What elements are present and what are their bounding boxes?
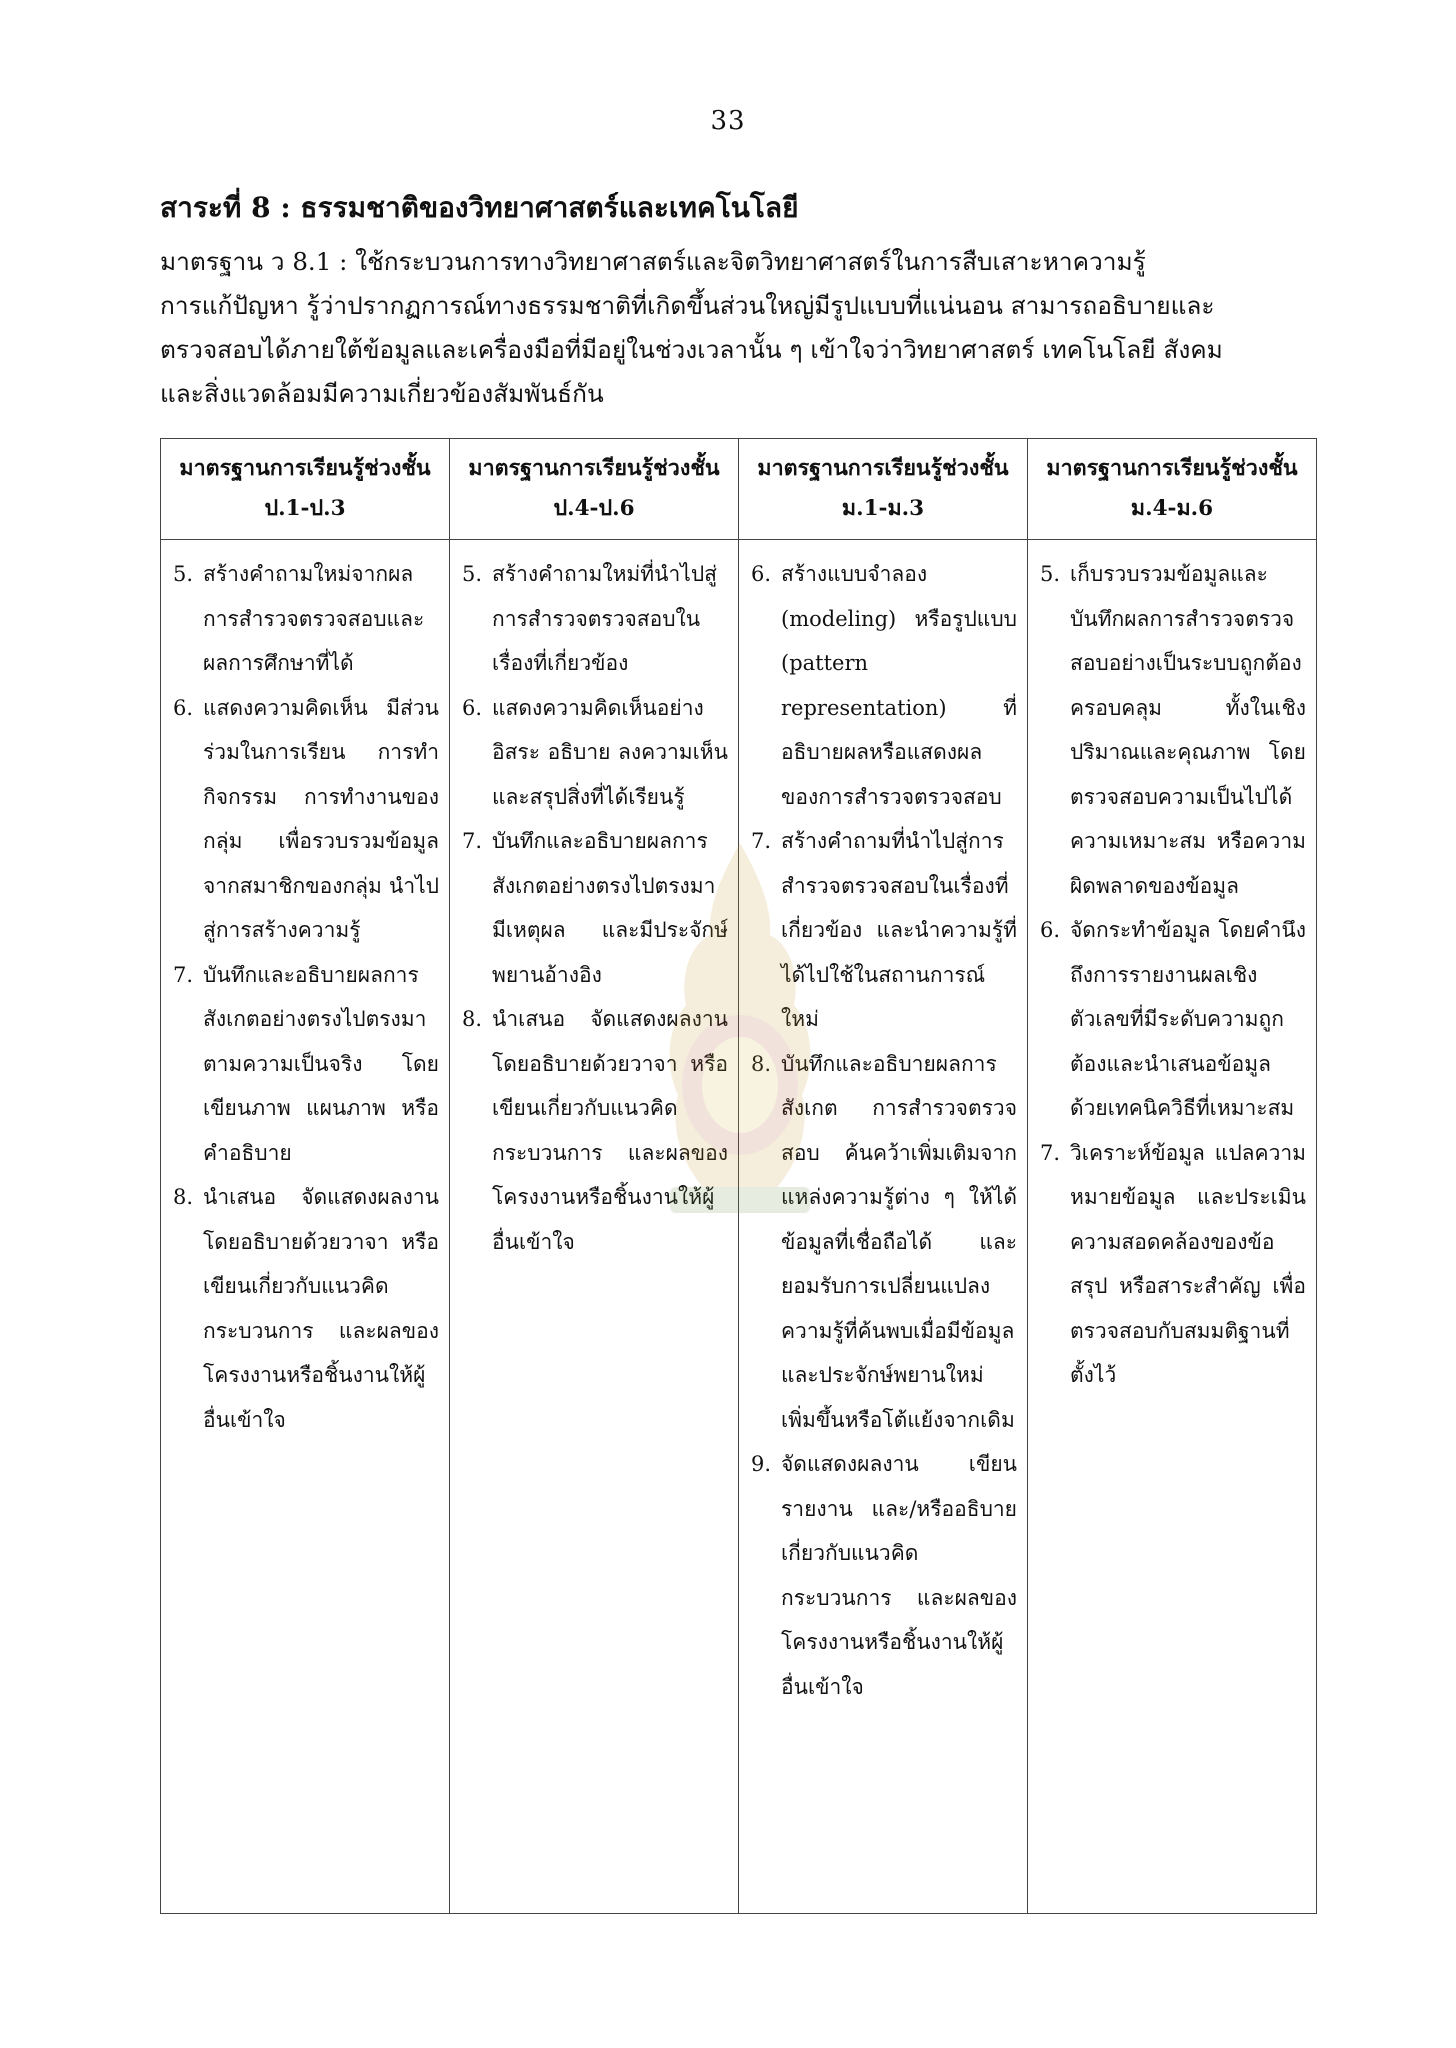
item-number: 6. — [751, 562, 772, 586]
item-text: วิเคราะห์ข้อมูล แปลความหมายข้อมูล และประเมินความสอดคล้องของข้อสรุป หรือสาระสำคัญ เพื่อตรวจสอบกับสมมติฐานที่ตั้งไว้ — [1070, 1140, 1306, 1387]
table-body-row — [161, 540, 1317, 1914]
item-list — [751, 552, 1017, 1709]
item-number: 7. — [1040, 1140, 1061, 1165]
standard-line: และสิ่งแวดล้อมมีความเกี่ยวข้องสัมพันธ์กัน — [160, 379, 604, 408]
list-item — [173, 552, 439, 686]
item-text: แสดงความคิดเห็น มีส่วนร่วมในการเรียน การทำกิจกรรม การทำงานของกลุ่ม เพื่อรวบรวมข้อมูลจากสมาชิกของกลุ่ม นำไปสู่การสร้างความรู้ — [203, 695, 439, 942]
item-number: 6. — [173, 695, 194, 720]
item-list — [462, 552, 728, 1264]
item-text: สร้างคำถามใหม่จากผลการสำรวจตรวจสอบและผลการศึกษาที่ได้ — [203, 562, 425, 675]
item-number: 5. — [1040, 562, 1061, 586]
list-item — [462, 552, 728, 686]
header-title: มาตรฐานการเรียนรู้ช่วงชั้น — [757, 456, 1009, 481]
list-item — [1040, 908, 1306, 1131]
item-number: 8. — [462, 1007, 483, 1031]
cell-secondary-4-6 — [1028, 540, 1317, 1914]
header-primary-1-3 — [161, 439, 450, 540]
list-item — [751, 1442, 1017, 1709]
standard-line: ตรวจสอบได้ภายใต้ข้อมูลและเครื่องมือที่มีอยู่ในช่วงเวลานั้น ๆ เข้าใจว่าวิทยาศาสตร์ เทคโนโลยี สังคม — [160, 335, 1223, 364]
list-item — [462, 819, 728, 997]
list-item — [751, 819, 1017, 1042]
header-grade: ป.4-ป.6 — [553, 496, 635, 521]
list-item — [751, 1042, 1017, 1443]
header-secondary-4-6 — [1028, 439, 1317, 540]
item-number: 7. — [173, 962, 194, 987]
cell-primary-4-6 — [450, 540, 739, 1914]
list-item — [173, 953, 439, 1176]
item-text: นำเสนอ จัดแสดงผลงานโดยอธิบายด้วยวาจา หรือเขียนเกี่ยวกับแนวคิด กระบวนการ และผลของโครงงานหรือชิ้นงานให้ผู้อื่นเข้าใจ — [203, 1185, 439, 1432]
item-number: 6. — [1040, 918, 1061, 942]
standard-line: มาตรฐาน ว 8.1 : ใช้กระบวนการทางวิทยาศาสตร์และจิตวิทยาศาสตร์ในการสืบเสาะหาความรู้ — [160, 247, 1146, 276]
header-secondary-1-3 — [739, 439, 1028, 540]
list-item — [462, 686, 728, 820]
list-item — [1040, 552, 1306, 908]
list-item — [1040, 1131, 1306, 1398]
item-text: จัดแสดงผลงาน เขียนรายงาน และ/หรืออธิบายเกี่ยวกับแนวคิด กระบวนการ และผลของโครงงานหรือชิ้นงานให้ผู้อื่นเข้าใจ — [781, 1452, 1017, 1699]
list-item — [173, 1175, 439, 1442]
list-item — [173, 686, 439, 953]
item-number: 5. — [462, 562, 483, 586]
item-text: แสดงความคิดเห็นอย่างอิสระ อธิบาย ลงความเห็นและสรุปสิ่งที่ได้เรียนรู้ — [492, 695, 728, 809]
list-item — [462, 997, 728, 1264]
header-primary-4-6 — [450, 439, 739, 540]
item-number: 7. — [751, 829, 772, 853]
learning-standards-table — [160, 438, 1317, 1914]
item-text: บันทึกและอธิบายผลการสังเกตอย่างตรงไปตรงมาตามความเป็นจริง โดยเขียนภาพ แผนภาพ หรือคำอธิบาย — [203, 962, 439, 1165]
header-grade: ม.4-ม.6 — [1130, 496, 1214, 521]
header-title: มาตรฐานการเรียนรู้ช่วงชั้น — [179, 456, 431, 481]
item-number: 8. — [751, 1051, 772, 1076]
strand-title: สาระที่ 8 : ธรรมชาติของวิทยาศาสตร์และเทคโนโลยี — [160, 191, 799, 224]
item-number: 7. — [462, 829, 483, 853]
header-grade: ป.1-ป.3 — [264, 496, 346, 521]
cell-secondary-1-3 — [739, 540, 1028, 1914]
item-text: สร้างคำถามใหม่ที่นำไปสู่การสำรวจตรวจสอบในเรื่องที่เกี่ยวข้อง — [492, 562, 717, 675]
item-number: 8. — [173, 1185, 194, 1209]
item-number: 6. — [462, 695, 483, 720]
page-number: 33 — [710, 106, 746, 136]
standard-line: การแก้ปัญหา รู้ว่าปรากฏการณ์ทางธรรมชาติที่เกิดขึ้นส่วนใหญ่มีรูปแบบที่แน่นอน สามารถอธิบายและ — [160, 291, 1215, 320]
item-text: สร้างแบบจำลอง (modeling) หรือรูปแบบ (pattern representation) ที่อธิบายผลหรือแสดงผลของการสำรวจตรวจสอบ — [781, 562, 1017, 809]
item-text: สร้างคำถามที่นำไปสู่การสำรวจตรวจสอบในเรื่องที่เกี่ยวข้อง และนำความรู้ที่ได้ไปใช้ในสถานการณ์ใหม่ — [781, 829, 1017, 1031]
item-text: บันทึกและอธิบายผลการสังเกตอย่างตรงไปตรงมา มีเหตุผล และมีประจักษ์พยานอ้างอิง — [492, 829, 728, 987]
item-text: บันทึกและอธิบายผลการสังเกต การสำรวจตรวจสอบ ค้นคว้าเพิ่มเติมจากแหล่งความรู้ต่าง ๆ ให้ได้ข้อมูลที่เชื่อถือได้ และยอมรับการเปลี่ยนแปลงความรู้ที่ค้นพบเมื่อมีข้อมูลและประจักษ์พยานใหม่เพิ่มขึ้นหรือโต้แย้งจากเดิม — [781, 1051, 1017, 1432]
table-header-row — [161, 439, 1317, 540]
list-item — [751, 552, 1017, 819]
item-text: จัดกระทำข้อมูล โดยคำนึงถึงการรายงานผลเชิงตัวเลขที่มีระดับความถูกต้องและนำเสนอข้อมูลด้วยเทคนิควิธีที่เหมาะสม — [1070, 918, 1306, 1120]
cell-primary-1-3 — [161, 540, 450, 1914]
standard-description — [160, 240, 1316, 416]
header-title: มาตรฐานการเรียนรู้ช่วงชั้น — [1046, 456, 1298, 481]
item-text: เก็บรวบรวมข้อมูลและบันทึกผลการสำรวจตรวจสอบอย่างเป็นระบบถูกต้อง ครอบคลุม ทั้งในเชิงปริมาณและคุณภาพ โดยตรวจสอบความเป็นไปได้ ความเหมาะสม หรือความผิดพลาดของข้อมูล — [1070, 562, 1306, 898]
item-number: 5. — [173, 562, 194, 586]
item-list — [173, 552, 439, 1442]
item-number: 9. — [751, 1452, 772, 1476]
item-list — [1040, 552, 1306, 1398]
item-text: นำเสนอ จัดแสดงผลงานโดยอธิบายด้วยวาจา หรือเขียนเกี่ยวกับแนวคิด กระบวนการ และผลของโครงงานหรือชิ้นงานให้ผู้อื่นเข้าใจ — [492, 1007, 728, 1254]
header-grade: ม.1-ม.3 — [841, 496, 925, 521]
header-title: มาตรฐานการเรียนรู้ช่วงชั้น — [468, 456, 720, 481]
